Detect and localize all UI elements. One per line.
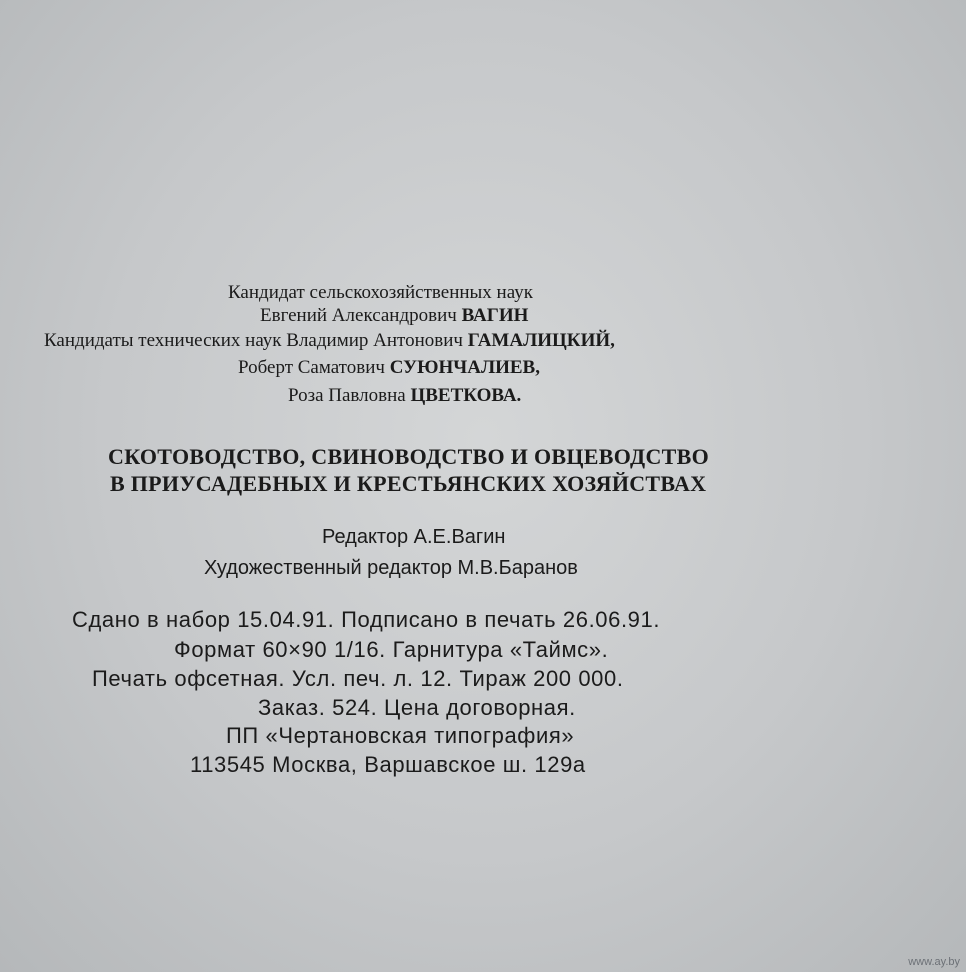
imprint-print-run-line: Печать офсетная. Усл. печ. л. 12. Тираж 200 000. [92, 666, 624, 691]
author-degree: Кандидат сельскохозяйственных наук [228, 282, 533, 303]
author-degree-and-name: Кандидаты технических наук Владимир Антонович [44, 330, 463, 351]
author-gamalitsky-line [44, 330, 615, 352]
editor-line: Редактор А.Е.Вагин [322, 526, 506, 548]
imprint-printer-line: ПП «Чертановская типография» [226, 723, 575, 748]
author-degree-line [228, 282, 533, 304]
book-title-line-2: В ПРИУСАДЕБНЫХ И КРЕСТЬЯНСКИХ ХОЗЯЙСТВАХ [110, 471, 707, 496]
author-surname: СУЮНЧАЛИЕВ, [389, 357, 540, 378]
author-suyunchaliev-line [238, 357, 540, 379]
site-watermark: www.ay.by [908, 956, 960, 968]
imprint-address-line: 113545 Москва, Варшавское ш. 129а [190, 752, 586, 777]
author-given-name: Роза Павловна [288, 385, 406, 406]
author-vagin-line [260, 305, 528, 327]
imprint-order-line: Заказ. 524. Цена договорная. [258, 695, 576, 720]
author-given-name: Роберт Саматович [238, 357, 385, 378]
author-given-name: Евгений Александрович [260, 305, 457, 326]
author-surname: ЦВЕТКОВА. [410, 385, 522, 406]
author-surname: ГАМАЛИЦКИЙ, [467, 330, 615, 351]
art-editor-line: Художественный редактор М.В.Баранов [204, 557, 578, 579]
imprint-dates-line: Сдано в набор 15.04.91. Подписано в печать 26.06.91. [72, 607, 661, 632]
book-title-line-1: СКОТОВОДСТВО, СВИНОВОДСТВО И ОВЦЕВОДСТВО [108, 444, 710, 469]
imprint-format-line: Формат 60×90 1/16. Гарнитура «Таймс». [174, 637, 609, 662]
author-tsvetkova-line [288, 385, 521, 407]
author-surname: ВАГИН [461, 305, 529, 326]
